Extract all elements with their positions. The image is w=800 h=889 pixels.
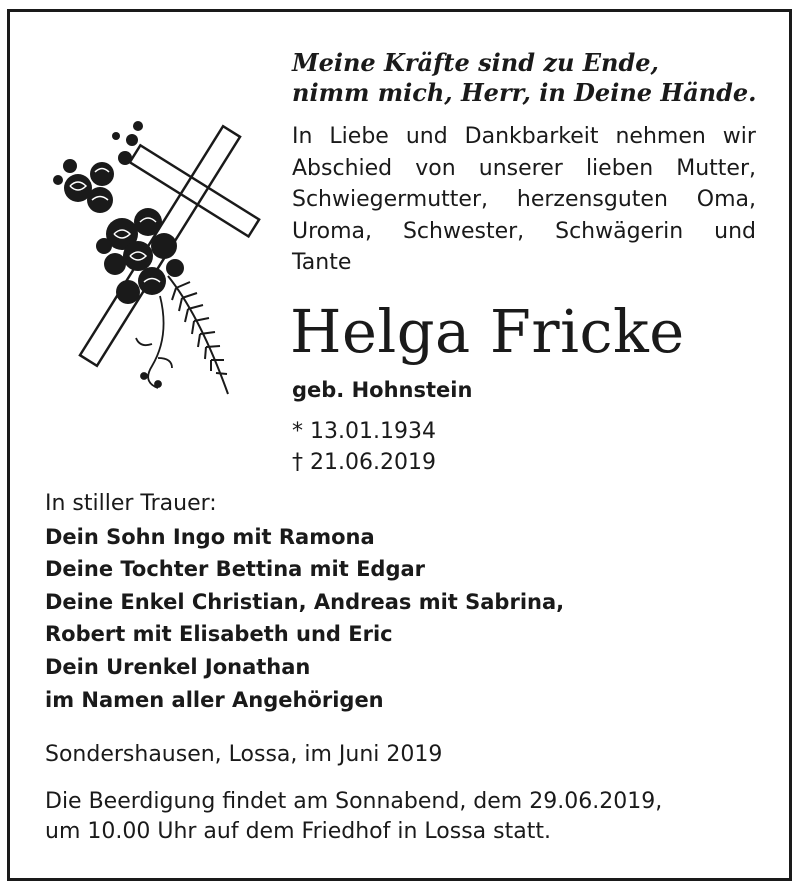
intro-word: Schwester, [402, 218, 525, 244]
intro-word: Schwägerin [555, 218, 684, 244]
intro-line-1 [292, 121, 756, 153]
intro-word: Abschied [292, 155, 393, 181]
intro-word: und [714, 218, 756, 244]
mourner-line: Dein Urenkel Jonathan [45, 654, 311, 679]
mourner-line: Dein Sohn Ingo mit Ramona [45, 524, 375, 549]
motto-verse [292, 48, 772, 108]
mourner-line: Deine Enkel Christian, Andreas mit Sabrina, [45, 589, 565, 614]
mourner-line: im Namen aller Angehörigen [45, 687, 384, 712]
funeral-line-1: Die Beerdigung findet am Sonnabend, dem 29.06.2019, [45, 789, 663, 814]
intro-text [292, 121, 756, 279]
motto-line-2: nimm mich, Herr, in Deine Hände. [292, 78, 757, 107]
intro-line-5: Tante [292, 250, 352, 275]
place-and-date: Sondershausen, Lossa, im Juni 2019 [45, 742, 443, 767]
life-dates [292, 416, 436, 478]
intro-word: wir [722, 124, 756, 149]
intro-word: Uroma, [292, 218, 373, 244]
motto-line-1: Meine Kräfte sind zu Ende, [292, 48, 659, 77]
mourner-line: Robert mit Elisabeth und Eric [45, 622, 393, 647]
funeral-line-2: um 10.00 Uhr auf dem Friedhof in Lossa statt. [45, 819, 551, 844]
mourners-heading: In stiller Trauer: [45, 491, 217, 516]
deceased-name: Helga Fricke [290, 297, 685, 366]
funeral-info [45, 787, 662, 847]
intro-word: Schwiegermutter, [292, 187, 489, 212]
intro-line-4 [292, 216, 756, 248]
death-date: † 21.06.2019 [292, 450, 436, 475]
intro-word: von [415, 155, 456, 181]
intro-line-3 [292, 184, 756, 216]
intro-word: Mutter, [676, 155, 756, 181]
mourners-list [45, 488, 564, 716]
intro-word: herzensguten [516, 187, 668, 212]
cross-with-roses-icon [40, 96, 285, 396]
maiden-name: geb. Hohnstein [292, 378, 473, 402]
intro-word: Liebe [329, 124, 389, 149]
intro-word: Dankbarkeit [464, 124, 599, 149]
intro-line-2 [292, 153, 756, 185]
mourner-line: Deine Tochter Bettina mit Edgar [45, 557, 426, 582]
intro-word: nehmen [615, 124, 706, 149]
birth-date: * 13.01.1934 [292, 419, 436, 444]
intro-word: Oma, [696, 187, 756, 212]
intro-word: unserer [478, 155, 563, 181]
intro-word: In [292, 124, 313, 149]
intro-word: und [405, 124, 448, 149]
intro-word: lieben [585, 155, 654, 181]
